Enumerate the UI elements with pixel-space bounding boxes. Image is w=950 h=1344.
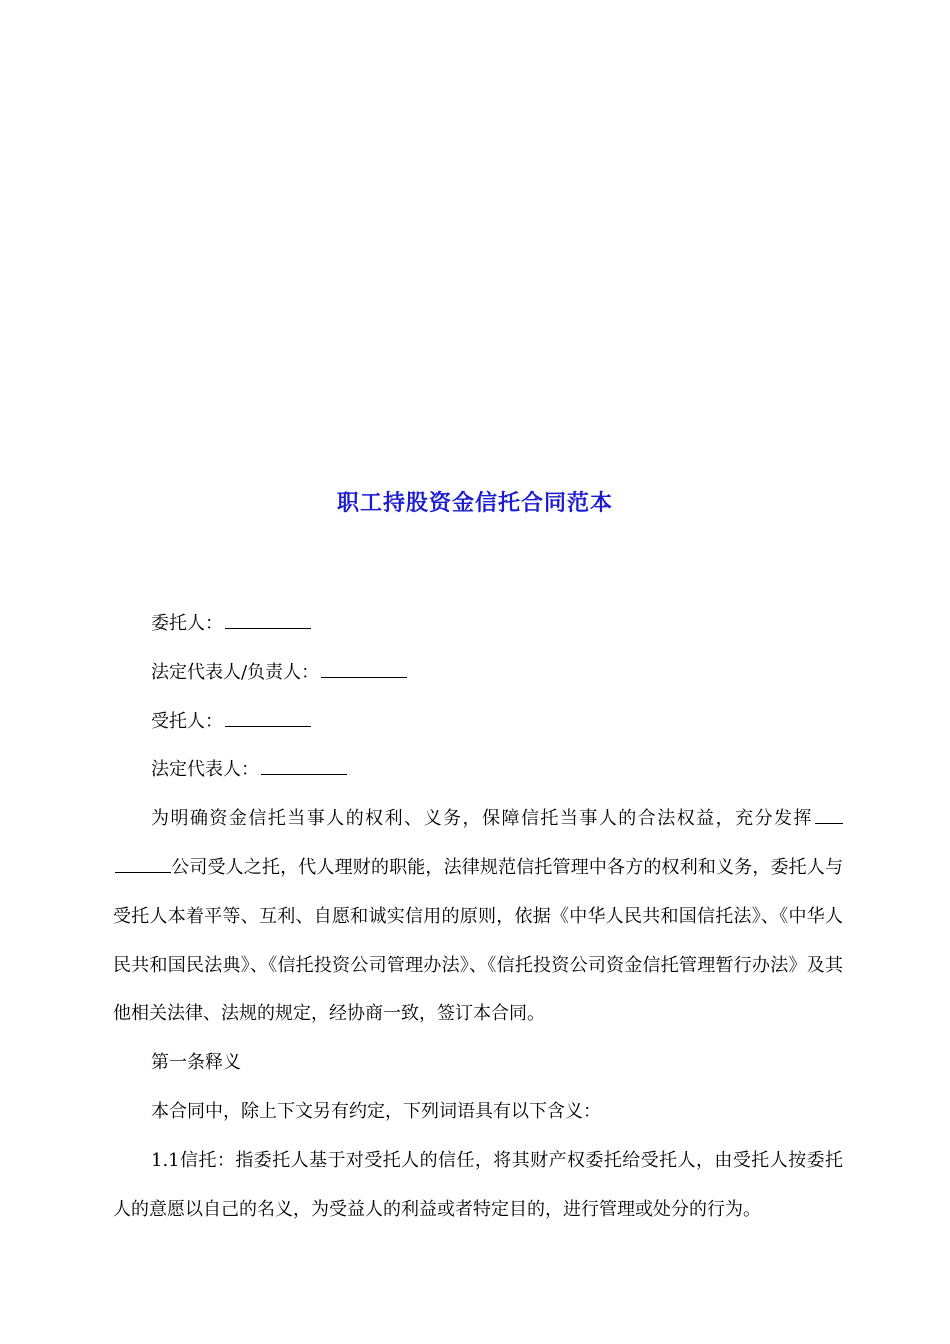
preamble-part1: 为明确资金信托当事人的权利、义务，保障信托当事人的合法权益，充分发挥 <box>151 808 813 830</box>
preamble-paragraph <box>113 795 843 1039</box>
trustee-rep-blank <box>261 760 347 775</box>
principal-blank <box>225 614 311 629</box>
article1-intro: 本合同中，除上下文另有约定，下列词语具有以下含义： <box>151 1100 601 1122</box>
principal-rep-label: 法定代表人/负责人： <box>151 661 320 683</box>
trustee-blank <box>225 712 311 727</box>
trustee-field <box>113 698 843 747</box>
clause-1-1: 1.1信托：指委托人基于对受托人的信任，将其财产权委托给受托人，由受托人按委托人的意愿以自己的名义，为受益人的利益或者特定目的，进行管理或处分的行为。 <box>113 1149 843 1220</box>
trustee-label: 受托人： <box>151 710 223 732</box>
trustee-rep-label: 法定代表人： <box>151 759 259 781</box>
principal-rep-field <box>113 649 843 698</box>
principal-label: 委托人： <box>151 613 223 634</box>
principal-rep-blank <box>321 663 407 678</box>
principal-field <box>113 600 843 649</box>
company-blank-a <box>815 809 843 824</box>
document-body <box>113 600 843 1234</box>
article1-heading: 第一条释义 <box>151 1052 241 1074</box>
preamble-part2: 公司受人之托，代人理财的职能，法律规范信托管理中各方的权利和义务，委托人与受托人本着平等、互利、自愿和诚实信用的原则，依据《中华人民共和国信托法》、《中华人民共和国民法典》、《信托投资公司管理办法》、《信托投资公司资金信托管理暂行办法》及其他相关法律、法规的规定，经协商一致，签订本合同。 <box>113 856 843 1025</box>
document-title: 职工持股资金信托合同范本 <box>336 491 613 516</box>
trustee-rep-field <box>113 746 843 795</box>
company-blank-b <box>115 858 171 873</box>
